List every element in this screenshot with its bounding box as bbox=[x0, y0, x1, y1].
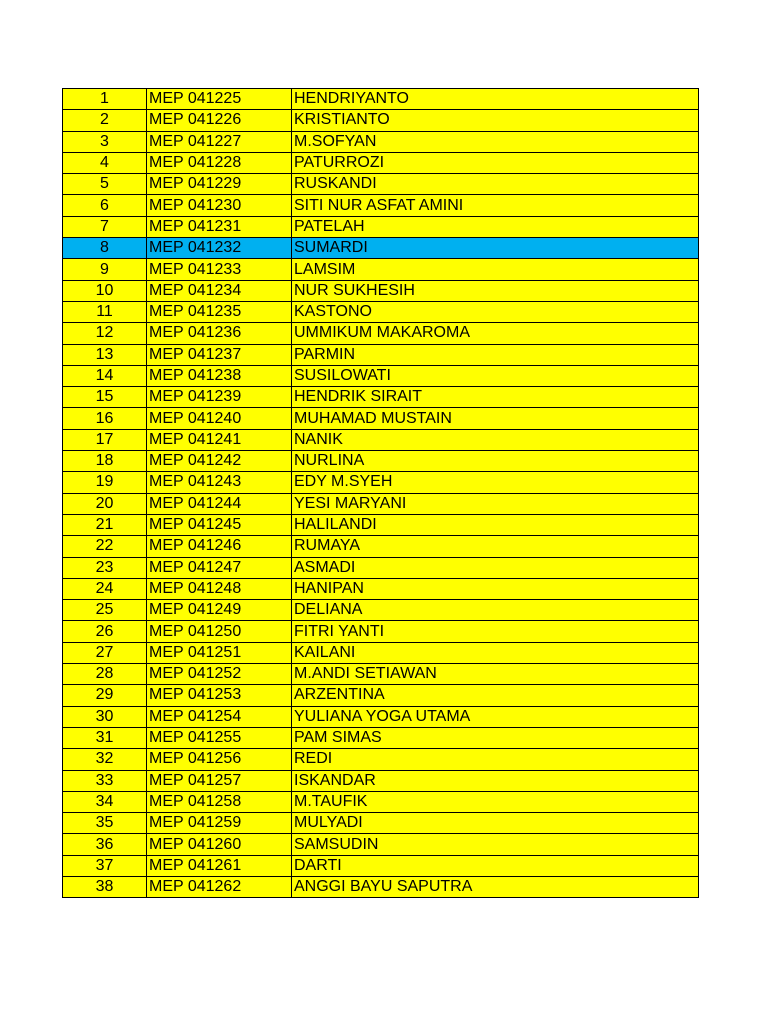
member-code-cell[interactable]: MEP 041250 bbox=[147, 621, 292, 642]
table-row bbox=[63, 514, 699, 535]
member-name-cell[interactable]: HALILANDI bbox=[292, 514, 699, 535]
table-row bbox=[63, 131, 699, 152]
table-row bbox=[63, 621, 699, 642]
member-code-cell[interactable]: MEP 041226 bbox=[147, 110, 292, 131]
table-row bbox=[63, 89, 699, 110]
member-name-cell[interactable]: NUR SUKHESIH bbox=[292, 280, 699, 301]
member-code-cell[interactable]: MEP 041248 bbox=[147, 578, 292, 599]
member-code-cell[interactable]: MEP 041235 bbox=[147, 301, 292, 322]
member-code-cell[interactable]: MEP 041244 bbox=[147, 493, 292, 514]
row-number-cell[interactable]: 37 bbox=[63, 855, 147, 876]
member-name-cell[interactable]: ISKANDAR bbox=[292, 770, 699, 791]
member-name-cell[interactable]: YESI MARYANI bbox=[292, 493, 699, 514]
row-number-cell[interactable]: 23 bbox=[63, 557, 147, 578]
table-row bbox=[63, 195, 699, 216]
member-name-cell[interactable]: ANGGI BAYU SAPUTRA bbox=[292, 876, 699, 897]
member-name-cell[interactable]: SAMSUDIN bbox=[292, 834, 699, 855]
member-code-cell[interactable]: MEP 041257 bbox=[147, 770, 292, 791]
member-code-cell[interactable]: MEP 041259 bbox=[147, 813, 292, 834]
table-row bbox=[63, 536, 699, 557]
member-name-cell[interactable]: ARZENTINA bbox=[292, 685, 699, 706]
member-code-cell[interactable]: MEP 041234 bbox=[147, 280, 292, 301]
member-name-cell[interactable]: HENDRIYANTO bbox=[292, 89, 699, 110]
member-name-cell[interactable]: RUMAYA bbox=[292, 536, 699, 557]
table-row bbox=[63, 408, 699, 429]
table-row bbox=[63, 152, 699, 173]
table-row bbox=[63, 685, 699, 706]
member-code-cell[interactable]: MEP 041231 bbox=[147, 216, 292, 237]
table-row bbox=[63, 813, 699, 834]
member-code-cell[interactable]: MEP 041233 bbox=[147, 259, 292, 280]
row-number-cell[interactable]: 2 bbox=[63, 110, 147, 131]
member-code-cell[interactable]: MEP 041232 bbox=[147, 238, 292, 259]
member-name-cell[interactable]: SUSILOWATI bbox=[292, 365, 699, 386]
member-name-cell[interactable]: SITI NUR ASFAT AMINI bbox=[292, 195, 699, 216]
member-name-cell[interactable]: PATURROZI bbox=[292, 152, 699, 173]
table-row bbox=[63, 323, 699, 344]
table-row bbox=[63, 557, 699, 578]
row-number-cell[interactable]: 28 bbox=[63, 664, 147, 685]
table-row bbox=[63, 472, 699, 493]
member-code-cell[interactable]: MEP 041243 bbox=[147, 472, 292, 493]
row-number-cell[interactable]: 16 bbox=[63, 408, 147, 429]
row-number-cell[interactable]: 4 bbox=[63, 152, 147, 173]
table-row bbox=[63, 493, 699, 514]
row-number-cell[interactable]: 30 bbox=[63, 706, 147, 727]
member-name-cell[interactable]: NANIK bbox=[292, 429, 699, 450]
member-name-cell[interactable]: PAM SIMAS bbox=[292, 727, 699, 748]
row-number-cell[interactable]: 26 bbox=[63, 621, 147, 642]
member-name-cell[interactable]: REDI bbox=[292, 749, 699, 770]
member-code-cell[interactable]: MEP 041249 bbox=[147, 600, 292, 621]
row-number-cell[interactable]: 24 bbox=[63, 578, 147, 599]
table-row bbox=[63, 174, 699, 195]
member-code-cell[interactable]: MEP 041262 bbox=[147, 876, 292, 897]
table-body bbox=[63, 89, 699, 898]
row-number-cell[interactable]: 5 bbox=[63, 174, 147, 195]
row-number-cell[interactable]: 38 bbox=[63, 876, 147, 897]
member-code-cell[interactable]: MEP 041256 bbox=[147, 749, 292, 770]
spreadsheet-table bbox=[62, 88, 699, 898]
member-code-cell[interactable]: MEP 041253 bbox=[147, 685, 292, 706]
member-code-cell[interactable]: MEP 041225 bbox=[147, 89, 292, 110]
member-code-cell[interactable]: MEP 041246 bbox=[147, 536, 292, 557]
row-number-cell[interactable]: 3 bbox=[63, 131, 147, 152]
member-code-cell[interactable]: MEP 041240 bbox=[147, 408, 292, 429]
member-name-cell[interactable]: M.TAUFIK bbox=[292, 791, 699, 812]
member-name-cell[interactable]: EDY M.SYEH bbox=[292, 472, 699, 493]
row-number-cell[interactable]: 15 bbox=[63, 387, 147, 408]
row-number-cell[interactable]: 25 bbox=[63, 600, 147, 621]
member-code-cell[interactable]: MEP 041238 bbox=[147, 365, 292, 386]
row-number-cell[interactable]: 13 bbox=[63, 344, 147, 365]
table-row bbox=[63, 834, 699, 855]
table-row bbox=[63, 600, 699, 621]
table-row bbox=[63, 770, 699, 791]
member-name-cell[interactable]: FITRI YANTI bbox=[292, 621, 699, 642]
member-name-cell[interactable]: UMMIKUM MAKAROMA bbox=[292, 323, 699, 344]
member-name-cell[interactable]: ASMADI bbox=[292, 557, 699, 578]
member-name-cell[interactable]: DELIANA bbox=[292, 600, 699, 621]
member-code-cell[interactable]: MEP 041255 bbox=[147, 727, 292, 748]
row-number-cell[interactable]: 22 bbox=[63, 536, 147, 557]
row-number-cell[interactable]: 27 bbox=[63, 642, 147, 663]
row-number-cell[interactable]: 9 bbox=[63, 259, 147, 280]
table-row bbox=[63, 642, 699, 663]
member-name-cell[interactable]: YULIANA YOGA UTAMA bbox=[292, 706, 699, 727]
row-number-cell[interactable]: 29 bbox=[63, 685, 147, 706]
member-name-cell[interactable]: PATELAH bbox=[292, 216, 699, 237]
row-number-cell[interactable]: 11 bbox=[63, 301, 147, 322]
member-name-cell[interactable]: LAMSIM bbox=[292, 259, 699, 280]
row-number-cell[interactable]: 34 bbox=[63, 791, 147, 812]
row-number-cell[interactable]: 10 bbox=[63, 280, 147, 301]
row-number-cell[interactable]: 32 bbox=[63, 749, 147, 770]
member-name-cell[interactable]: M.ANDI SETIAWAN bbox=[292, 664, 699, 685]
member-code-cell[interactable]: MEP 041261 bbox=[147, 855, 292, 876]
member-name-cell[interactable]: SUMARDI bbox=[292, 238, 699, 259]
member-code-cell[interactable]: MEP 041251 bbox=[147, 642, 292, 663]
member-name-cell[interactable]: KAILANI bbox=[292, 642, 699, 663]
row-number-cell[interactable]: 33 bbox=[63, 770, 147, 791]
table-row bbox=[63, 664, 699, 685]
table-row bbox=[63, 791, 699, 812]
member-code-cell[interactable]: MEP 041252 bbox=[147, 664, 292, 685]
row-number-cell[interactable]: 6 bbox=[63, 195, 147, 216]
member-name-cell[interactable]: NURLINA bbox=[292, 451, 699, 472]
row-number-cell[interactable]: 20 bbox=[63, 493, 147, 514]
table-row bbox=[63, 387, 699, 408]
member-code-cell[interactable]: MEP 041229 bbox=[147, 174, 292, 195]
member-code-cell[interactable]: MEP 041237 bbox=[147, 344, 292, 365]
member-name-cell[interactable]: MUHAMAD MUSTAIN bbox=[292, 408, 699, 429]
member-name-cell[interactable]: RUSKANDI bbox=[292, 174, 699, 195]
table-row bbox=[63, 365, 699, 386]
member-name-cell[interactable]: PARMIN bbox=[292, 344, 699, 365]
row-number-cell[interactable]: 8 bbox=[63, 238, 147, 259]
member-code-cell[interactable]: MEP 041227 bbox=[147, 131, 292, 152]
row-number-cell[interactable]: 18 bbox=[63, 451, 147, 472]
row-number-cell[interactable]: 31 bbox=[63, 727, 147, 748]
row-number-cell[interactable]: 14 bbox=[63, 365, 147, 386]
row-number-cell[interactable]: 35 bbox=[63, 813, 147, 834]
table-row bbox=[63, 301, 699, 322]
member-name-cell[interactable]: DARTI bbox=[292, 855, 699, 876]
table-row bbox=[63, 238, 699, 259]
member-code-cell[interactable]: MEP 041254 bbox=[147, 706, 292, 727]
member-name-cell[interactable]: KASTONO bbox=[292, 301, 699, 322]
table-row bbox=[63, 280, 699, 301]
table-row bbox=[63, 429, 699, 450]
table-row bbox=[63, 749, 699, 770]
row-number-cell[interactable]: 36 bbox=[63, 834, 147, 855]
table-row bbox=[63, 578, 699, 599]
row-number-cell[interactable]: 21 bbox=[63, 514, 147, 535]
row-number-cell[interactable]: 1 bbox=[63, 89, 147, 110]
member-code-cell[interactable]: MEP 041241 bbox=[147, 429, 292, 450]
member-name-cell[interactable]: M.SOFYAN bbox=[292, 131, 699, 152]
row-number-cell[interactable]: 17 bbox=[63, 429, 147, 450]
table-row bbox=[63, 727, 699, 748]
member-name-cell[interactable]: HANIPAN bbox=[292, 578, 699, 599]
table-row bbox=[63, 110, 699, 131]
member-code-cell[interactable]: MEP 041242 bbox=[147, 451, 292, 472]
row-number-cell[interactable]: 7 bbox=[63, 216, 147, 237]
member-name-cell[interactable]: HENDRIK SIRAIT bbox=[292, 387, 699, 408]
member-code-cell[interactable]: MEP 041228 bbox=[147, 152, 292, 173]
table-row bbox=[63, 855, 699, 876]
table-row bbox=[63, 451, 699, 472]
member-code-cell[interactable]: MEP 041239 bbox=[147, 387, 292, 408]
member-name-cell[interactable]: MULYADI bbox=[292, 813, 699, 834]
member-code-cell[interactable]: MEP 041236 bbox=[147, 323, 292, 344]
table-row bbox=[63, 706, 699, 727]
table-row bbox=[63, 344, 699, 365]
table-row bbox=[63, 876, 699, 897]
table-row bbox=[63, 259, 699, 280]
member-name-cell[interactable]: KRISTIANTO bbox=[292, 110, 699, 131]
member-code-cell[interactable]: MEP 041245 bbox=[147, 514, 292, 535]
member-code-cell[interactable]: MEP 041260 bbox=[147, 834, 292, 855]
member-code-cell[interactable]: MEP 041230 bbox=[147, 195, 292, 216]
member-code-cell[interactable]: MEP 041258 bbox=[147, 791, 292, 812]
row-number-cell[interactable]: 19 bbox=[63, 472, 147, 493]
row-number-cell[interactable]: 12 bbox=[63, 323, 147, 344]
member-code-cell[interactable]: MEP 041247 bbox=[147, 557, 292, 578]
table-row bbox=[63, 216, 699, 237]
